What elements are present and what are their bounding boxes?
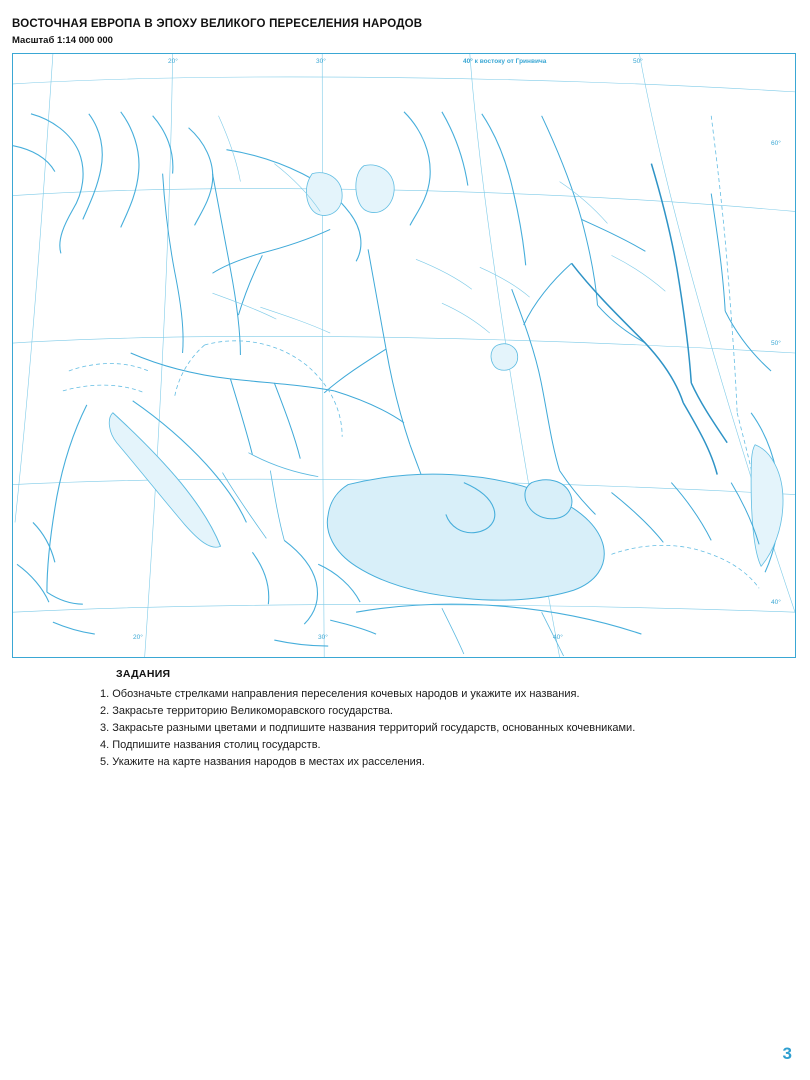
map-frame[interactable] xyxy=(12,53,796,658)
task-item: 5. Укажите на карте названия народов в местах их расселения. xyxy=(100,756,425,769)
task-item: 3. Закрасьте разными цветами и подпишите названия территорий государств, основанных кочевниками. xyxy=(100,722,636,735)
graticule-label: 60° xyxy=(771,140,781,147)
task-item: 4. Подпишите названия столиц государств. xyxy=(100,739,321,752)
page-header xyxy=(12,18,712,46)
page-number: 3 xyxy=(782,1044,792,1063)
graticule-label: 50° xyxy=(633,58,643,65)
graticule-label: 30° xyxy=(318,634,328,641)
task-item: 2. Закрасьте территорию Великоморавского государства. xyxy=(100,705,393,718)
page-title: ВОСТОЧНАЯ ЕВРОПА В ЭПОХУ ВЕЛИКОГО ПЕРЕСЕЛЕНИЯ НАРОДОВ xyxy=(12,18,423,30)
graticule-label: 20° xyxy=(168,58,178,65)
graticule-label: 50° xyxy=(771,340,781,347)
map-scale-label: Масштаб 1:14 000 000 xyxy=(12,34,113,46)
tasks-section xyxy=(100,668,760,771)
map-outline-graphic xyxy=(13,54,795,657)
tasks-heading: ЗАДАНИЯ xyxy=(116,668,171,680)
graticule-label: 40° xyxy=(771,599,781,606)
task-item: 1. Обозначьте стрелками направления переселения кочевых народов и укажите их названия. xyxy=(100,688,580,700)
graticule-label: 20° xyxy=(133,634,143,641)
graticule-label: 30° xyxy=(316,58,326,65)
graticule-label: 40° xyxy=(553,634,563,641)
graticule-label-prime-meridian: 40° к востоку от Гринвича xyxy=(463,58,547,65)
